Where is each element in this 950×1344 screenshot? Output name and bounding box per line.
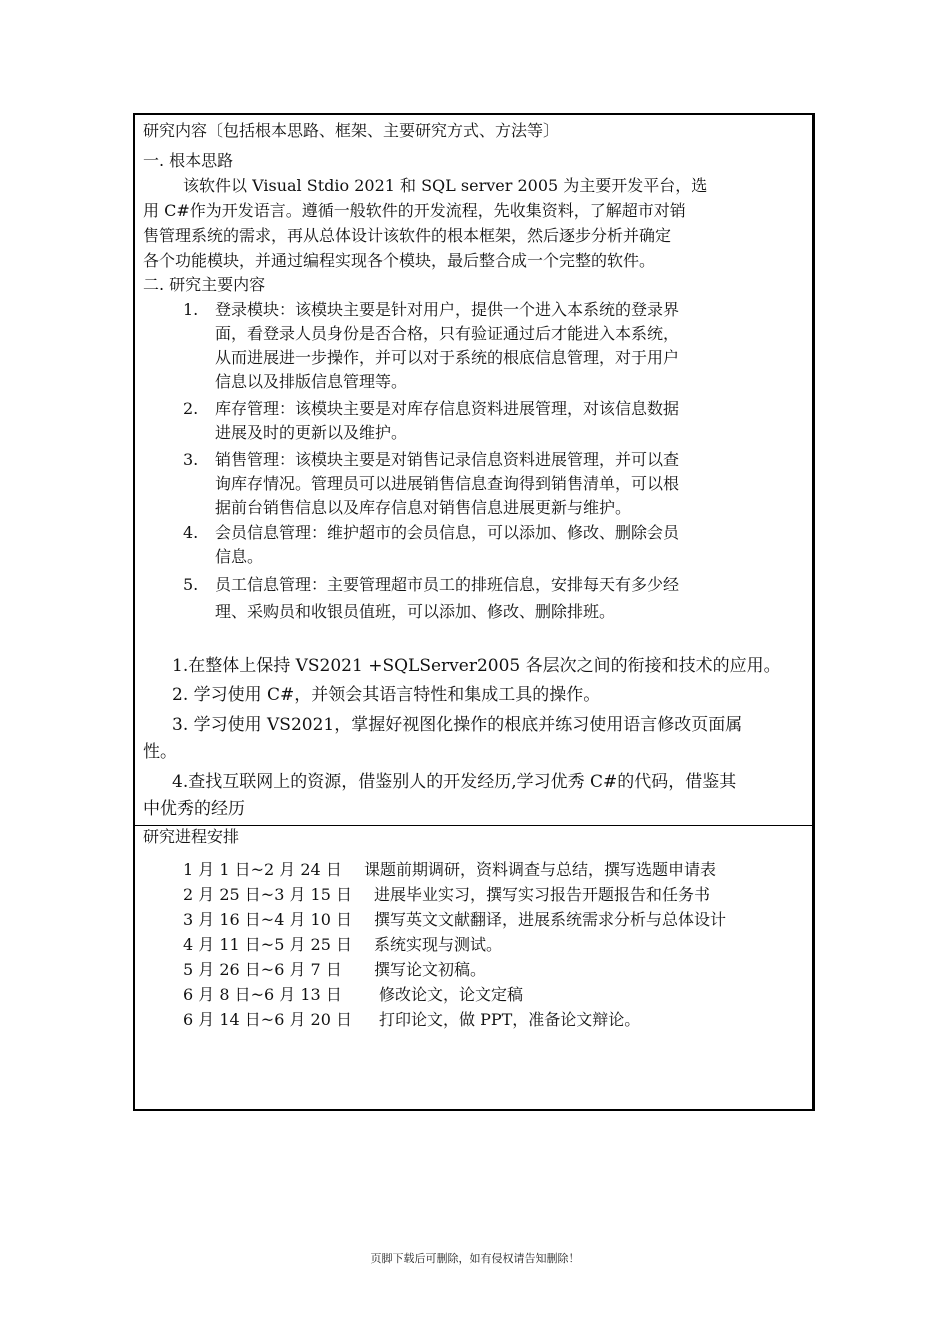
schedule-date: 3 月 16 日~4 月 10 日 <box>183 910 353 929</box>
module-number: 1. <box>183 300 199 319</box>
schedule-date: 1 月 1 日~2 月 24 日 <box>183 860 342 879</box>
module-number: 3. <box>183 450 199 469</box>
part1-line: 用 C#作为开发语言。遵循一般软件的开发流程，先收集资料，了解超市对销 <box>143 201 686 220</box>
schedule-task: 打印论文，做 PPT，准备论文辩论。 <box>379 1010 641 1029</box>
schedule-date: 2 月 25 日~3 月 15 日 <box>183 885 353 904</box>
schedule-task: 系统实现与测试。 <box>374 935 503 954</box>
module-number: 4. <box>183 523 199 542</box>
module-line: 面，看登录人员身份是否合格，只有验证通过后才能进入本系统， <box>215 324 680 343</box>
module-line: 信息以及排版信息管理等。 <box>215 372 408 391</box>
module-line: 据前台销售信息以及库存信息对销售信息进展更新与维护。 <box>215 498 632 517</box>
module-line: 进展及时的更新以及维护。 <box>215 423 408 442</box>
schedule-task: 修改论文，论文定稿 <box>379 985 524 1004</box>
part1-line: 售管理系统的需求，再从总体设计该软件的根本框架，然后逐步分析并确定 <box>143 226 672 245</box>
schedule-date: 6 月 14 日~6 月 20 日 <box>183 1010 353 1029</box>
part1-line: 该软件以 Visual Stdio 2021 和 SQL server 2005 为主要开发平台，选 <box>183 176 708 195</box>
module-line: 从而进展进一步操作，并可以对于系统的根底信息管理，对于用户 <box>215 348 680 367</box>
module-line: 理、采购员和收银员值班，可以添加、修改、删除排班。 <box>215 602 616 621</box>
module-number: 5. <box>183 575 199 594</box>
part1-line: 各个功能模块，并通过编程实现各个模块，最后整合成一个完整的软件。 <box>143 251 656 270</box>
schedule-task: 撰写论文初稿。 <box>374 960 487 979</box>
module-line: 会员信息管理：维护超市的会员信息，可以添加、修改、删除会员 <box>215 523 680 542</box>
goal-line: 2. 学习使用 C#，并领会其语言特性和集成工具的操作。 <box>172 685 601 705</box>
goal-line: 性。 <box>143 742 177 762</box>
goal-line: 中优秀的经历 <box>143 799 245 819</box>
goal-line: 3. 学习使用 VS2021，掌握好视图化操作的根底并练习使用语言修改页面属 <box>172 715 743 735</box>
schedule-task: 进展毕业实习，撰写实习报告开题报告和任务书 <box>374 885 711 904</box>
module-line: 信息。 <box>215 547 264 566</box>
schedule-task: 课题前期调研，资料调查与总结，撰写选题申请表 <box>364 860 717 879</box>
goal-line: 4.查找互联网上的资源，借鉴别人的开发经历,学习优秀 C#的代码，借鉴其 <box>172 772 737 792</box>
module-number: 2. <box>183 399 199 418</box>
section1-heading: 研究内容〔包括根本思路、框架、主要研究方式、方法等〕 <box>143 121 560 140</box>
module-line: 库存管理：该模块主要是对库存信息资料进展管理，对该信息数据 <box>215 399 680 418</box>
section2-heading: 研究进程安排 <box>143 827 240 846</box>
goal-line: 1.在整体上保持 VS2021 +SQLServer2005 各层次之间的衔接和技术的应用。 <box>172 656 781 676</box>
part1-title: 一. 根本思路 <box>143 151 234 170</box>
part2-title: 二. 研究主要内容 <box>143 275 266 294</box>
schedule-date: 6 月 8 日~6 月 13 日 <box>183 985 342 1004</box>
module-line: 销售管理：该模块主要是对销售记录信息资料进展管理，并可以查 <box>215 450 680 469</box>
schedule-date: 4 月 11 日~5 月 25 日 <box>183 935 353 954</box>
module-line: 员工信息管理：主要管理超市员工的排班信息，安排每天有多少经 <box>215 575 680 594</box>
page-footer: 页脚下载后可删除，如有侵权请告知删除！ <box>370 1252 580 1265</box>
schedule-date: 5 月 26 日~6 月 7 日 <box>183 960 342 979</box>
schedule-task: 撰写英文文献翻译，进展系统需求分析与总体设计 <box>374 910 727 929</box>
module-line: 登录模块：该模块主要是针对用户，提供一个进入本系统的登录界 <box>215 300 680 319</box>
module-line: 询库存情况。管理员可以进展销售信息查询得到销售清单，可以根 <box>215 474 680 493</box>
